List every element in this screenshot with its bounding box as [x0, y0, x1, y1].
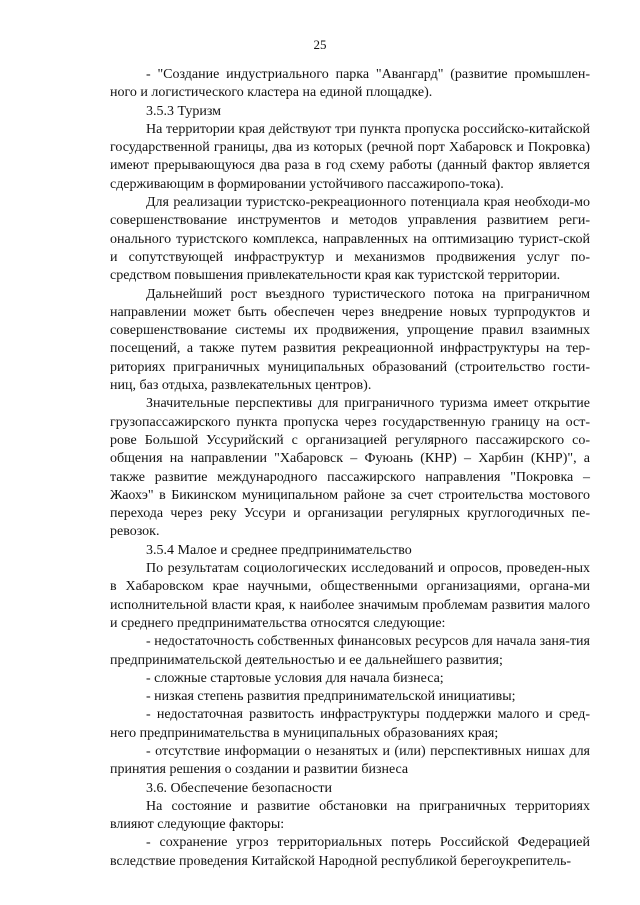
paragraph: Значительные перспективы для приграничного туризма имеет открытие грузопассажирского пункта пропуска через государственную границу на ост-рове Большой Уссурийский с организацией регулярного пассажирского со-общения на направлении "Хабаровск – Фуюань (КНР) – Харбин (КНР)", а также развитие международного пассажирского направления "Покровка – Жаохэ" в Бикинском муниципальном районе за счет строительства мостового перехода через реку Уссури и организации регулярных круглогодичных пе-ревозок.	[110, 396, 590, 540]
list-item: - "Создание индустриального парка "Авангард" (развитие промышлен-ного и логистического кластера на единой площадке).	[110, 67, 590, 101]
paragraph: На состояние и развитие обстановки на приграничных территориях влияют следующие факторы:	[110, 798, 590, 833]
paragraph: На территории края действуют три пункта пропуска российско-китайской государственной границы, два из которых (речной порт Хабаровск и Покровка) имеют прерывающуюся два раза в год схему работы (данный фактор является сдерживающим в формировании устойчивого пассажиропо-тока).	[110, 121, 590, 192]
paragraph: Для реализации туристско-рекреационного потенциала края необходи-мо совершенствование инструментов и методов управления развитием реги-онального туристского комплекса, направленных на оптимизацию турист-ской и сопутствующей инфраструктур и механизмов продвижения услуг по-средством повышения привлекательности края как туристской территории.	[110, 195, 590, 284]
list-item: - низкая степень развития предпринимательской инициативы;	[146, 689, 516, 705]
list-item: - сохранение угроз территориальных потерь Российской Федерацией вследствие проведения Китайской Народной республикой берегоукрепитель-	[110, 835, 590, 869]
list-item: - сложные стартовые условия для начала бизнеса;	[146, 670, 444, 686]
section-heading: 3.5.3 Туризм	[146, 103, 222, 119]
paragraph: По результатам социологических исследований и опросов, проведен-ных в Хабаровском крае научными, общественными организациями, органа-ми исполнительной власти края, к наиболее значимым проблемам развития малого и среднего предпринимательства относятся следующие:	[110, 561, 590, 631]
page-number: 25	[313, 37, 327, 52]
list-item: - недостаточность собственных финансовых ресурсов для начала заня-тия предпринимательской деятельностью и ее дальнейшего развития;	[110, 634, 590, 668]
list-item: - отсутствие информации о незанятых и (или) перспективных нишах для принятия решения о создании и развитии бизнеса	[110, 743, 590, 778]
section-heading: 3.5.4 Малое и среднее предпринимательство	[146, 542, 412, 558]
document-body	[110, 66, 590, 871]
section-heading: 3.6. Обеспечение безопасности	[146, 780, 332, 796]
list-item: - недостаточная развитость инфраструктуры поддержки малого и сред-него предпринимательства в муниципальных образованиях края;	[110, 707, 590, 741]
paragraph: Дальнейший рост въездного туристического потока на приграничном направлении может быть обеспечен через внедрение новых турпродуктов и совершенствование системы их продвижения, упрощение правил взаимных посещений, а также путем развития рекреационной инфраструктуры на тер-риториях приграничных муниципальных образований (строительство гости-ниц, баз отдыха, развлекательных центров).	[110, 286, 590, 394]
